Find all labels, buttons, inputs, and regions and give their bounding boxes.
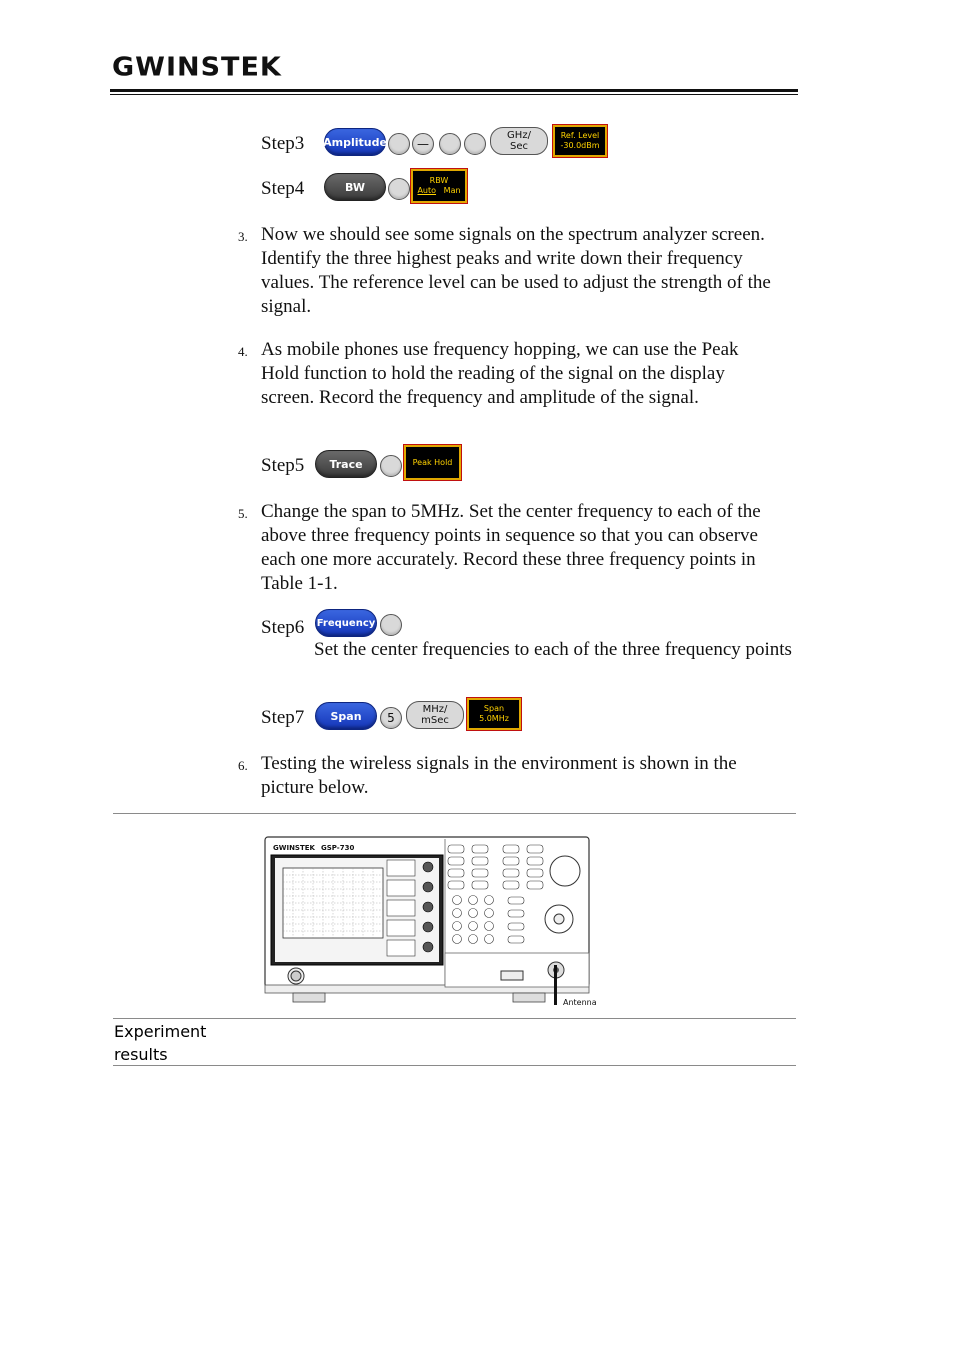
numeric-key-blank[interactable] xyxy=(380,455,402,477)
device-brand: GWINSTEK xyxy=(273,844,315,852)
item-number: 4. xyxy=(238,344,248,359)
table-top-rule xyxy=(113,1018,796,1019)
digit-5-key[interactable]: 5 xyxy=(380,707,402,729)
step3-label: Step3 xyxy=(261,133,305,154)
bw-key[interactable]: BW xyxy=(324,173,386,201)
item-number: 6. xyxy=(238,758,248,773)
step6-label: Step6 xyxy=(261,617,305,638)
amplitude-key[interactable]: Amplitude xyxy=(324,128,386,156)
span-softkey[interactable] xyxy=(467,698,521,730)
softkey-line1: Ref. Level xyxy=(560,131,600,140)
instruction-paragraph: As mobile phones use frequency hopping, we can use the Peak Hold function to hold the reading of the signal on the display screen. Record the frequency and amplitude of the signal. xyxy=(261,339,739,408)
numeric-key-blank[interactable] xyxy=(380,614,402,636)
item-number: 3. xyxy=(238,229,248,244)
softkey-line2 xyxy=(417,186,460,196)
unit-key-line1: MHz/ xyxy=(422,704,448,715)
table-bottom-rule xyxy=(113,1065,796,1066)
antenna-label: Antenna xyxy=(563,998,597,1007)
ghz-sec-key[interactable] xyxy=(490,127,548,155)
step7-label: Step7 xyxy=(261,707,305,728)
unit-key-line2: mSec xyxy=(421,715,449,726)
peak-hold-softkey[interactable] xyxy=(404,445,461,480)
numeric-key-blank[interactable] xyxy=(439,133,461,155)
auto-option: Auto xyxy=(417,186,437,195)
header-rule-thin xyxy=(110,94,798,95)
instruction-paragraph: Testing the wireless signals in the environment is shown in the picture below. xyxy=(261,753,737,798)
span-key[interactable]: Span xyxy=(315,702,377,730)
spectrum-analyzer-figure xyxy=(263,835,591,1005)
gwinstek-logo: GWINSTEK xyxy=(112,52,282,83)
minus-key[interactable]: — xyxy=(412,133,434,155)
unit-key-line2: Sec xyxy=(510,141,528,152)
ref-level-softkey[interactable] xyxy=(553,125,607,157)
man-option: Man xyxy=(443,186,461,195)
header-rule xyxy=(110,89,798,92)
item-number: 5. xyxy=(238,506,248,521)
section-divider xyxy=(113,813,796,814)
instruction-paragraph: Change the span to 5MHz. Set the center frequency to each of the above three frequency points in sequence so that you can observe each one more accurately. Record these three frequency points in Table 1-1. xyxy=(261,501,761,594)
unit-key-line1: GHz/ xyxy=(507,130,531,141)
softkey-line2: 5.0MHz xyxy=(479,714,509,723)
frequency-key[interactable]: Frequency xyxy=(315,609,377,637)
instruction-paragraph: Now we should see some signals on the spectrum analyzer screen. Identify the three highest peaks and write down their frequency values. The reference level can be used to adjust the strength of the signal. xyxy=(261,224,771,317)
step4-label: Step4 xyxy=(261,178,305,199)
rbw-softkey[interactable] xyxy=(411,169,467,203)
step6-note: Set the center frequencies to each of the three frequency points xyxy=(314,639,792,660)
numeric-key-blank[interactable] xyxy=(388,133,410,155)
experiment-results-label xyxy=(114,1020,206,1066)
device-model: GSP-730 xyxy=(321,844,355,852)
softkey-line1: RBW xyxy=(429,176,449,185)
results-label-line2: results xyxy=(114,1045,168,1064)
softkey-line2: -30.0dBm xyxy=(560,141,600,150)
spectrum-analyzer-drawing xyxy=(263,835,591,1005)
trace-key[interactable]: Trace xyxy=(315,450,377,478)
softkey-line1: Span xyxy=(483,704,505,713)
numeric-key-blank[interactable] xyxy=(464,133,486,155)
mhz-msec-key[interactable] xyxy=(406,701,464,729)
numeric-key-blank[interactable] xyxy=(388,178,410,200)
softkey-label: Peak Hold xyxy=(412,457,453,467)
step5-label: Step5 xyxy=(261,455,305,476)
results-label-line1: Experiment xyxy=(114,1022,207,1041)
